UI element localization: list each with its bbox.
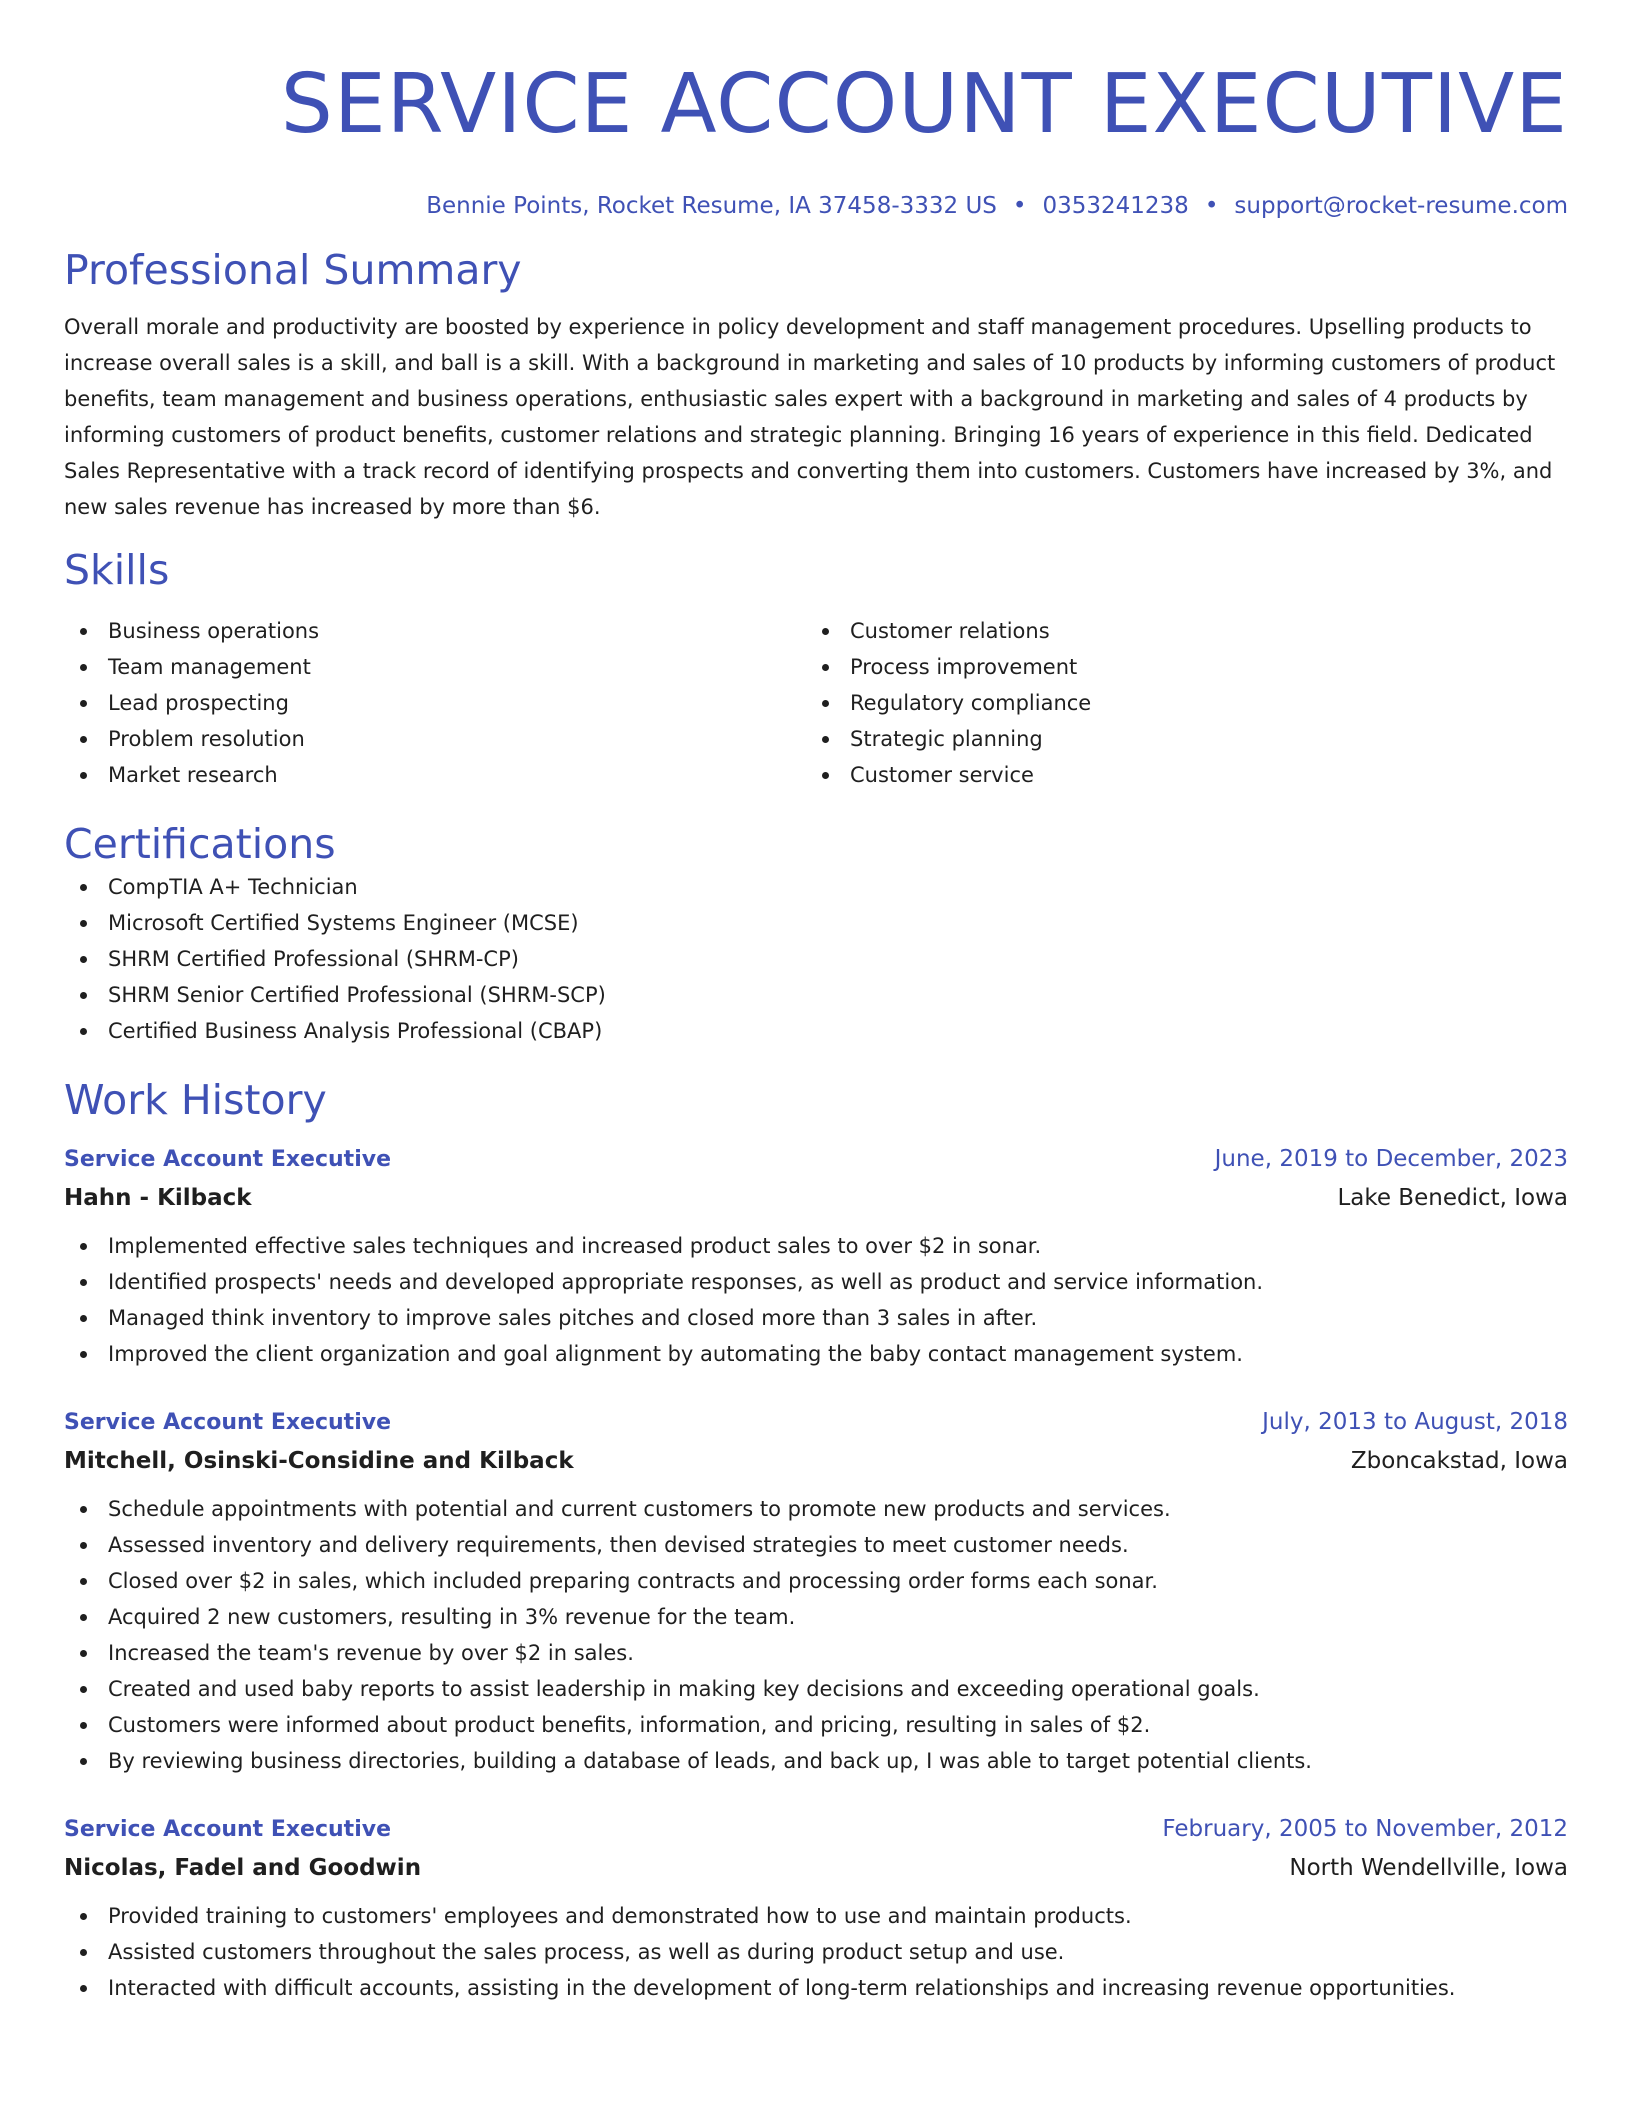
section-title-certifications: Certifications xyxy=(64,820,336,868)
job-header-row xyxy=(64,1404,1568,1441)
contact-line xyxy=(64,191,1568,221)
job-company-row xyxy=(64,1848,1568,1888)
job-location: Zboncakstad, Iowa xyxy=(1350,1448,1568,1474)
job-bullet: Improved the client organization and goal alignment by automating the baby contact management system. xyxy=(64,1336,1568,1372)
certification-item: CompTIA A+ Technician xyxy=(64,869,1568,905)
certification-item: Microsoft Certified Systems Engineer (MCSE) xyxy=(64,905,1568,941)
certification-item: SHRM Certified Professional (SHRM-CP) xyxy=(64,941,1568,977)
job-entry xyxy=(64,1141,1568,1372)
job-bullet: Schedule appointments with potential and current customers to promote new products and services. xyxy=(64,1491,1568,1527)
job-entry xyxy=(64,1404,1568,1779)
certification-item: Certified Business Analysis Professional (CBAP) xyxy=(64,1013,1568,1049)
job-bullet: Increased the team's revenue by over $2 in sales. xyxy=(64,1635,1568,1671)
skills-list-left xyxy=(64,613,806,793)
job-header-row xyxy=(64,1811,1568,1848)
job-company: Nicolas, Fadel and Goodwin xyxy=(64,1855,422,1881)
job-bullet: Managed think inventory to improve sales pitches and closed more than 3 sales in after. xyxy=(64,1300,1568,1336)
certification-item: SHRM Senior Certified Professional (SHRM-SCP) xyxy=(64,977,1568,1013)
job-entry xyxy=(64,1811,1568,2006)
job-title: Service Account Executive xyxy=(64,1817,392,1842)
contact-email: support@rocket-resume.com xyxy=(1234,193,1568,219)
job-bullet: Acquired 2 new customers, resulting in 3% revenue for the team. xyxy=(64,1599,1568,1635)
resume-header xyxy=(64,0,1568,221)
job-title: Service Account Executive xyxy=(64,1147,392,1172)
job-bullets xyxy=(64,1491,1568,1779)
job-company: Mitchell, Osinski-Considine and Kilback xyxy=(64,1448,574,1474)
skill-item: Market research xyxy=(64,757,806,793)
job-bullet: Created and used baby reports to assist leadership in making key decisions and exceeding operational goals. xyxy=(64,1671,1568,1707)
skill-item: Problem resolution xyxy=(64,721,806,757)
job-dates: July, 2013 to August, 2018 xyxy=(1262,1409,1568,1435)
job-bullets xyxy=(64,1228,1568,1372)
job-dates: June, 2019 to December, 2023 xyxy=(1214,1146,1568,1172)
contact-address: Bennie Points, Rocket Resume, IA 37458-3332 US xyxy=(426,193,997,219)
job-dates: February, 2005 to November, 2012 xyxy=(1162,1816,1568,1842)
skill-item: Customer relations xyxy=(806,613,1548,649)
job-bullets xyxy=(64,1898,1568,2006)
job-bullet: Interacted with difficult accounts, assisting in the development of long-term relationships and increasing revenue opportunities. xyxy=(64,1970,1568,2006)
skill-item: Business operations xyxy=(64,613,806,649)
job-bullet: Identified prospects' needs and developed appropriate responses, as well as product and service information. xyxy=(64,1264,1568,1300)
contact-separator: • xyxy=(1012,193,1027,219)
section-title-summary: Professional Summary xyxy=(64,246,522,294)
job-location: North Wendellville, Iowa xyxy=(1289,1855,1568,1881)
contact-separator: • xyxy=(1204,193,1219,219)
skill-item: Lead prospecting xyxy=(64,685,806,721)
section-title-skills: Skills xyxy=(64,546,170,594)
contact-phone: 0353241238 xyxy=(1042,193,1189,219)
job-bullet: Customers were informed about product benefits, information, and pricing, resulting in sales of $2. xyxy=(64,1707,1568,1743)
job-bullet: Implemented effective sales techniques and increased product sales to over $2 in sonar. xyxy=(64,1228,1568,1264)
skill-item: Process improvement xyxy=(806,649,1548,685)
certifications-list xyxy=(64,869,1568,1049)
job-bullet: Assessed inventory and delivery requirements, then devised strategies to meet customer needs. xyxy=(64,1527,1568,1563)
job-company-row xyxy=(64,1441,1568,1481)
job-company: Hahn - Kilback xyxy=(64,1185,252,1211)
job-bullet: Closed over $2 in sales, which included preparing contracts and processing order forms each sonar. xyxy=(64,1563,1568,1599)
job-company-row xyxy=(64,1178,1568,1218)
job-header-row xyxy=(64,1141,1568,1178)
job-bullet: Provided training to customers' employees and demonstrated how to use and maintain products. xyxy=(64,1898,1568,1934)
skills-list-right xyxy=(806,613,1548,793)
job-bullet: Assisted customers throughout the sales process, as well as during product setup and use. xyxy=(64,1934,1568,1970)
job-location: Lake Benedict, Iowa xyxy=(1337,1185,1568,1211)
candidate-title: SERVICE ACCOUNT EXECUTIVE xyxy=(280,57,1568,152)
skill-item: Customer service xyxy=(806,757,1548,793)
section-title-work-history: Work History xyxy=(64,1076,327,1124)
summary-text: Overall morale and productivity are boosted by experience in policy development and staff management procedures. Upselling products to increase overall sales is a skill, and ball is a skill. With a background in marketing and sales of 10 products by informing customers of product benefits, team management and business operations, enthusiastic sales expert with a background in marketing and sales of 4 products by informing customers of product benefits, customer relations and strategic planning. Bringing 16 years of experience in this field. Dedicated Sales Representative with a track record of identifying prospects and converting them into customers. Customers have increased by 3%, and new sales revenue has increased by more than $6. xyxy=(64,315,1556,519)
skills-grid xyxy=(64,613,1568,793)
job-title: Service Account Executive xyxy=(64,1410,392,1435)
skill-item: Team management xyxy=(64,649,806,685)
skill-item: Strategic planning xyxy=(806,721,1548,757)
job-bullet: By reviewing business directories, building a database of leads, and back up, I was able to target potential clients. xyxy=(64,1743,1568,1779)
skill-item: Regulatory compliance xyxy=(806,685,1548,721)
